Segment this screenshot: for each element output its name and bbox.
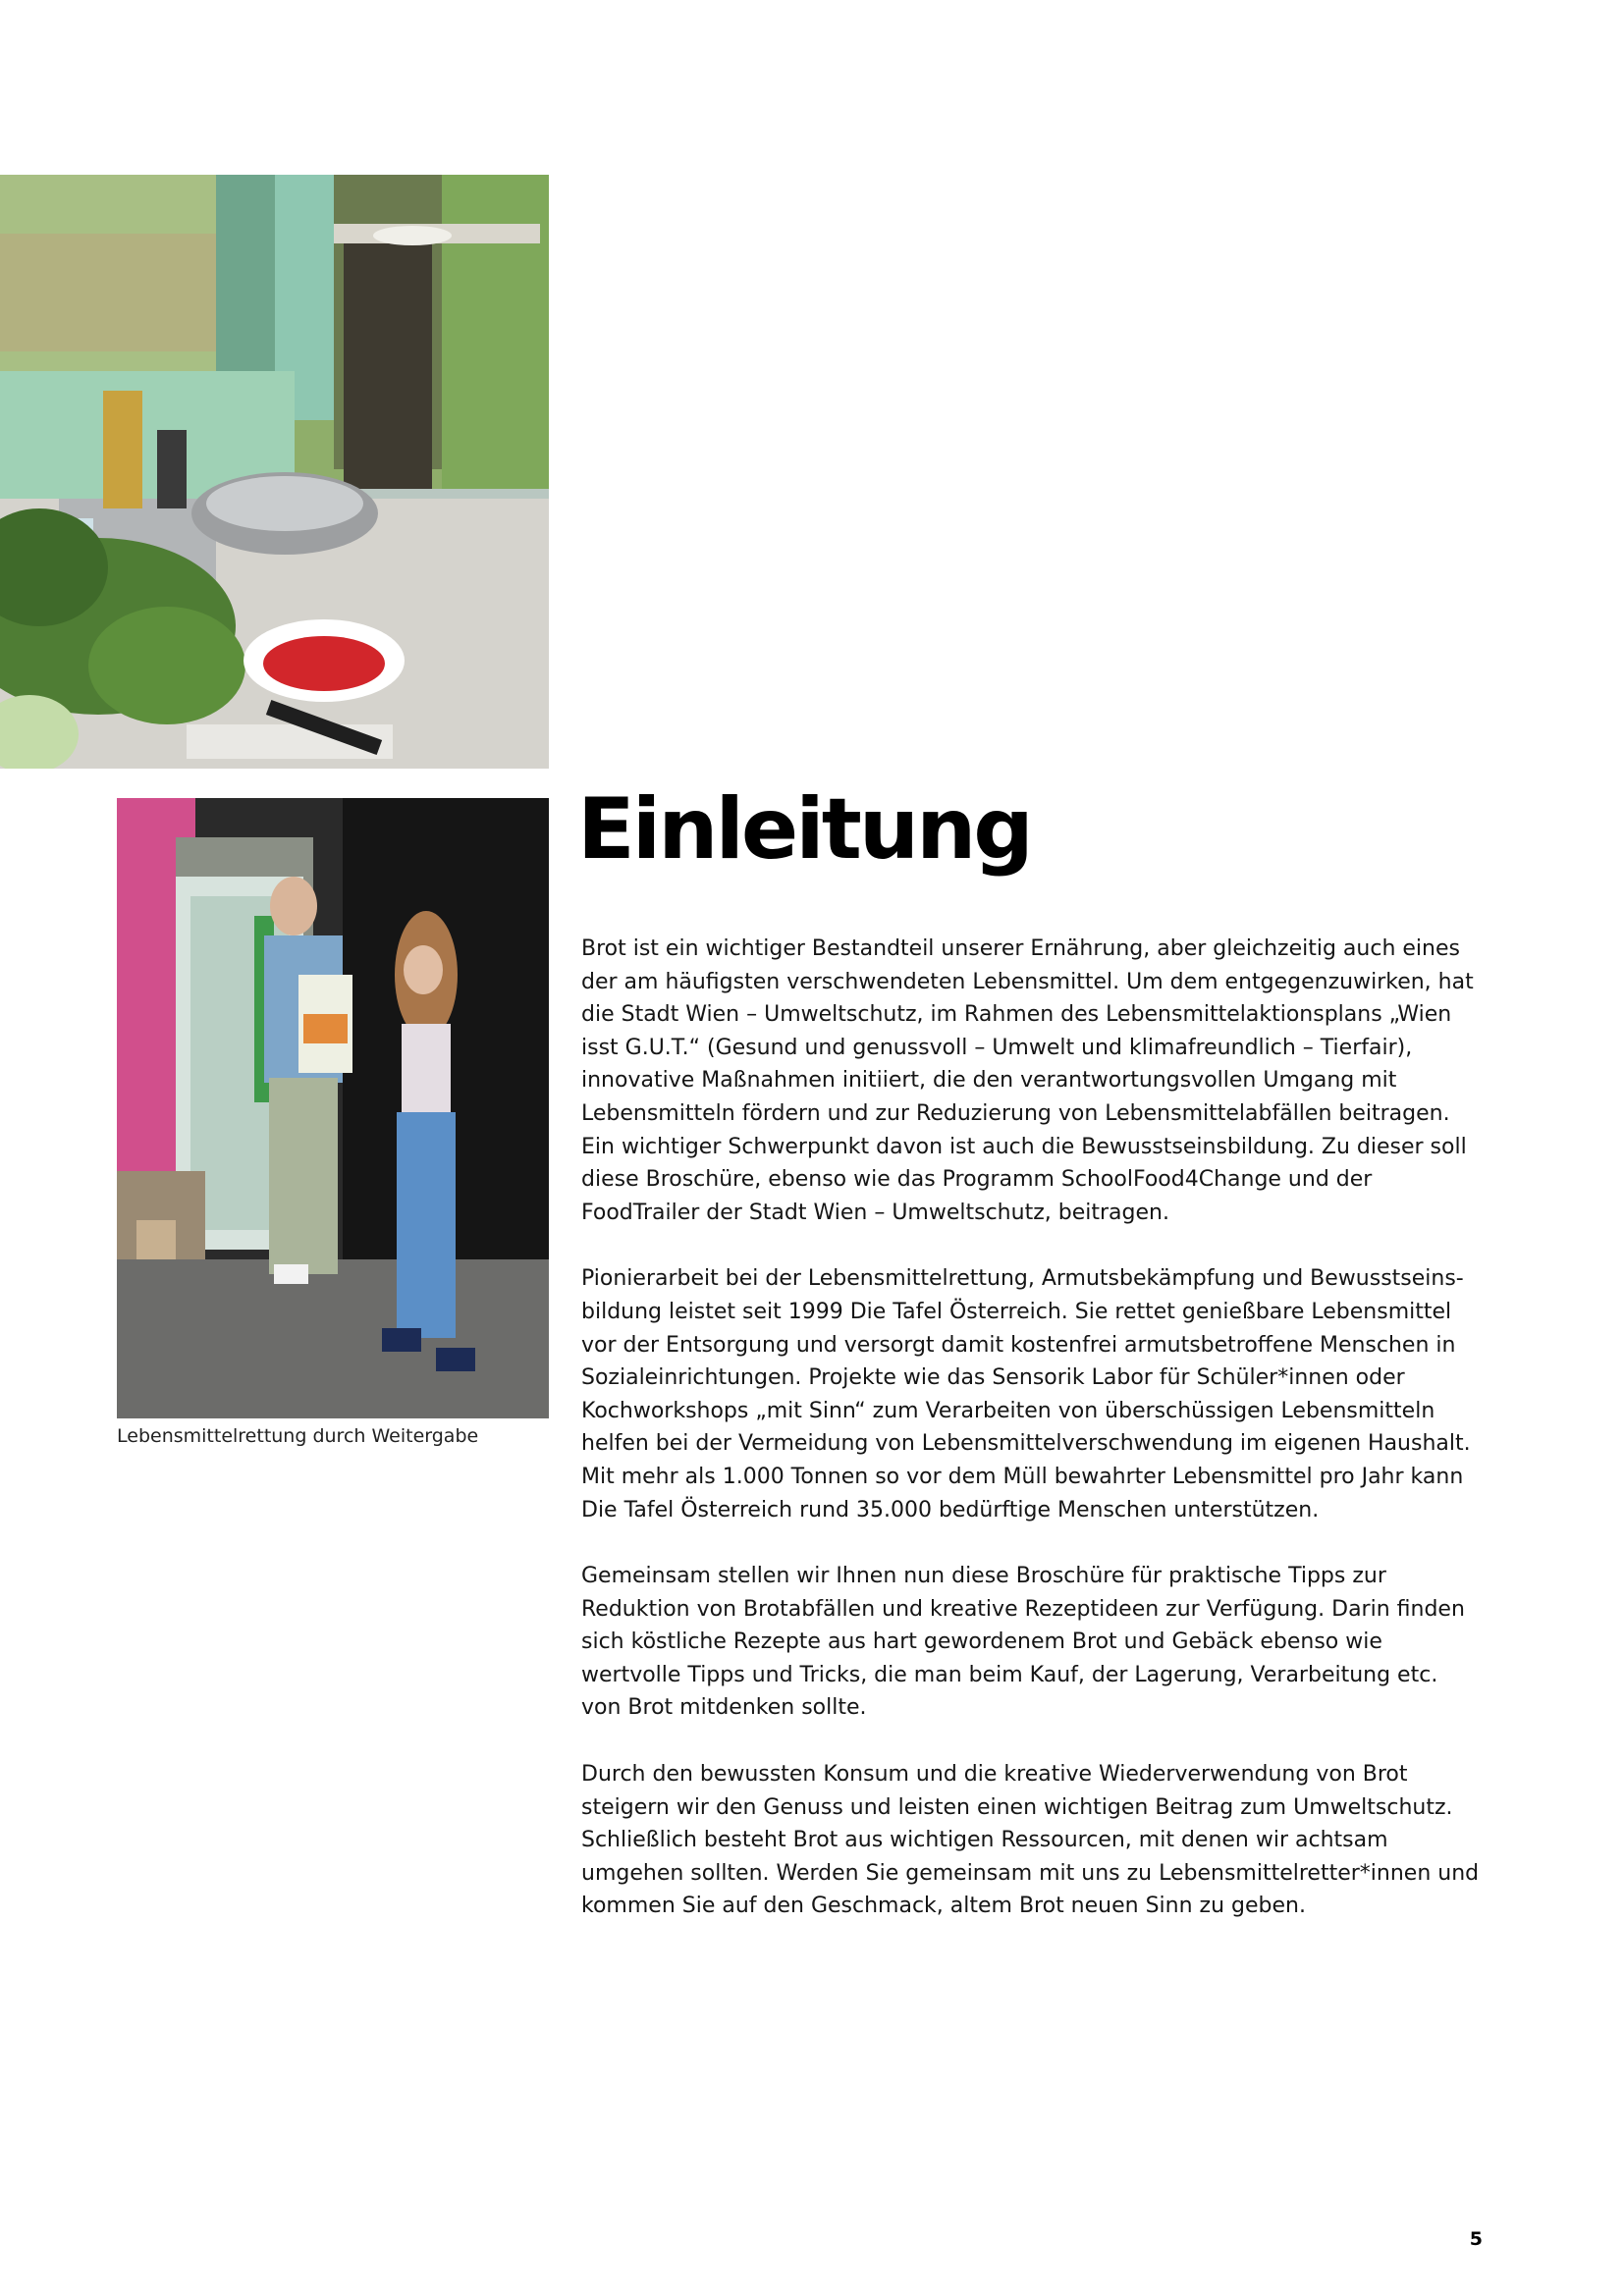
text-line: Mit mehr als 1.000 Tonnen so vor dem Müll bewahrter Lebensmittel pro Jahr kann <box>581 1464 1464 1489</box>
text-line: Reduktion von Brotabfällen und kreative Rezeptideen zur Verfügung. Darin finden <box>581 1596 1465 1622</box>
text-line: Brot ist ein wichtiger Bestandteil unserer Ernährung, aber gleichzeitig auch eines <box>581 936 1460 961</box>
text-line: von Brot mitdenken sollte. <box>581 1695 867 1721</box>
photo-caption: Lebensmittelrettung durch Weitergabe <box>117 1425 479 1447</box>
paragraph-tafel <box>581 1262 1485 1526</box>
kitchen-table-illustration <box>0 175 549 769</box>
page-number: 5 <box>1469 2228 1483 2250</box>
page-title: Einleitung <box>577 780 1031 879</box>
text-line: innovative Maßnahmen initiiert, die den verantwortungsvollen Umgang mit <box>581 1068 1397 1094</box>
text-line: sich köstliche Rezepte aus hart gewordenem Brot und Gebäck ebenso wie <box>581 1629 1382 1655</box>
text-line: kommen Sie auf den Geschmack, altem Brot neuen Sinn zu geben. <box>581 1894 1306 1919</box>
text-line: wertvolle Tipps und Tricks, die man beim Kauf, der Lagerung, Verarbeitung etc. <box>581 1662 1438 1687</box>
text-line: Die Tafel Österreich rund 35.000 bedürftige Menschen unterstützen. <box>581 1497 1320 1522</box>
text-line: steigern wir den Genuss und leisten einen wichtigen Beitrag zum Umweltschutz. <box>581 1794 1453 1820</box>
text-line: umgehen sollten. Werden Sie gemeinsam mit uns zu Lebensmittelretter*innen und <box>581 1860 1480 1886</box>
text-line: FoodTrailer der Stadt Wien – Umweltschutz, beitragen. <box>581 1200 1169 1225</box>
text-line: die Stadt Wien – Umweltschutz, im Rahmen des Lebensmittelaktionsplans „Wien <box>581 1002 1452 1028</box>
fridge-sharing-illustration <box>117 798 549 1418</box>
text-line: Lebensmitteln fördern und zur Reduzierung von Lebensmittelabfällen beitragen. <box>581 1100 1450 1126</box>
article-body <box>581 933 1485 1956</box>
text-line: Kochworkshops „mit Sinn“ zum Verarbeiten von überschüssigen Lebensmitteln <box>581 1398 1435 1423</box>
fridge-sharing-photo <box>117 798 549 1418</box>
kitchen-table-photo <box>0 175 549 769</box>
text-line: bildung leistet seit 1999 Die Tafel Österreich. Sie rettet genießbare Lebensmittel <box>581 1299 1452 1324</box>
text-line: der am häufigsten verschwendeten Lebensmittel. Um dem entgegenzuwirken, hat <box>581 969 1474 994</box>
paragraph-intro <box>581 933 1485 1229</box>
text-line: vor der Entsorgung und versorgt damit kostenfrei armutsbetroffene Menschen in <box>581 1332 1456 1358</box>
paragraph-brochure <box>581 1560 1485 1725</box>
text-line: diese Broschüre, ebenso wie das Programm SchoolFood4Change und der <box>581 1167 1373 1193</box>
text-line: Pionierarbeit bei der Lebensmittelrettung, Armutsbekämpfung und Bewusstseins- <box>581 1266 1464 1292</box>
text-line: Ein wichtiger Schwerpunkt davon ist auch die Bewusstseinsbildung. Zu dieser soll <box>581 1134 1467 1159</box>
text-line: Durch den bewussten Konsum und die kreative Wiederverwendung von Brot <box>581 1762 1408 1788</box>
text-line: isst G.U.T.“ (Gesund und genussvoll – Umwelt und klimafreundlich – Tierfair), <box>581 1035 1413 1060</box>
paragraph-closing <box>581 1758 1485 1923</box>
text-line: Gemeinsam stellen wir Ihnen nun diese Broschüre für praktische Tipps zur <box>581 1564 1386 1589</box>
text-line: helfen bei der Vermeidung von Lebensmittelverschwendung im eigenen Haushalt. <box>581 1431 1471 1457</box>
text-line: Schließlich besteht Brot aus wichtigen Ressourcen, mit denen wir achtsam <box>581 1828 1388 1853</box>
text-line: Sozialeinrichtungen. Projekte wie das Sensorik Labor für Schüler*innen oder <box>581 1365 1405 1391</box>
